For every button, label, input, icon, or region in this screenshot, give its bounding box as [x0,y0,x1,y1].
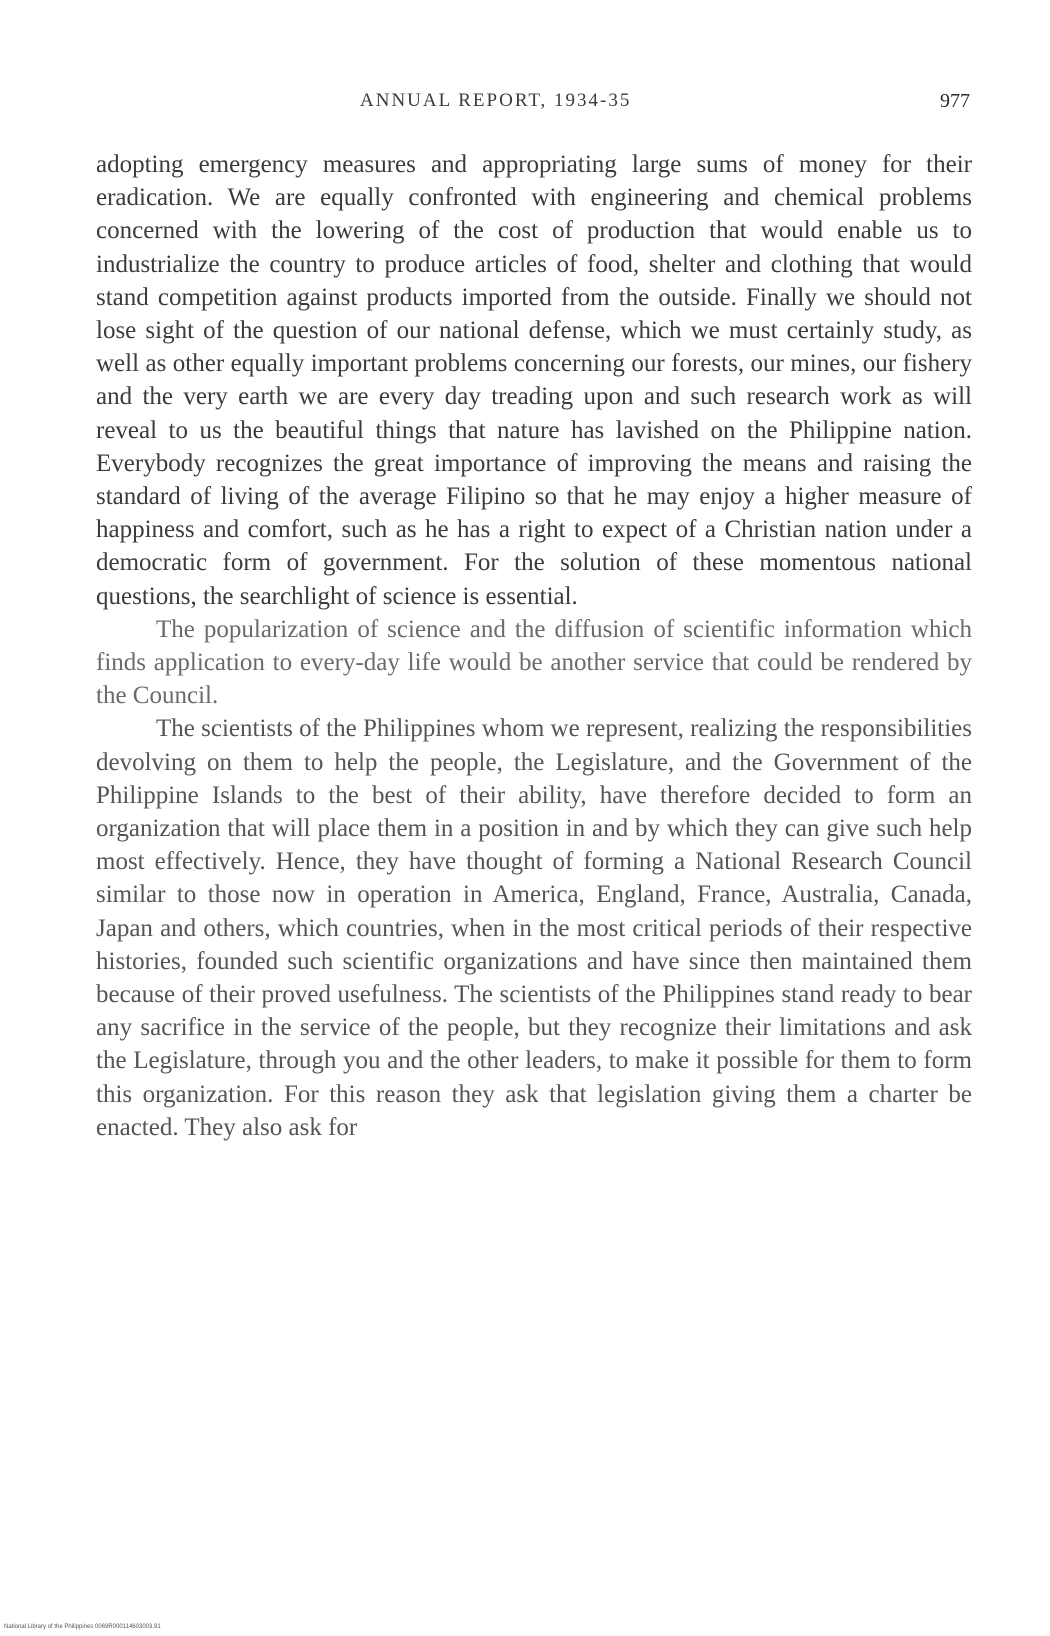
page-title: ANNUAL REPORT, 1934-35 [360,90,632,111]
paragraph-continuation: adopting emergency measures and appropriating large sums of money for their eradication. We are equally confronted with engineering and chemical problems concerned with the lowering of the cost of production that would enable us to industrialize the country to produce articles of food, shelter and clothing that would stand competition against products imported from the outside. Finally we should not lose sight of the question of our national defense, which we must certainly study, as well as other equally important problems concerning our forests, our mines, our fishery and the very earth we are every day treading upon and such research work as will reveal to us the beautiful things that nature has lavished on the Philippine nation. Everybody recognizes the great importance of improving the means and raising the standard of living of the average Filipino so that he may enjoy a higher measure of happiness and comfort, such as he has a right to expect of a Christian nation under a democratic form of government. For the solution of these momentous national questions, the searchlight of science is essential. [96,151,972,610]
running-head [90,90,970,120]
footer-note: National Library of the Philippines 0069R000114603003.91 [4,1624,161,1630]
body-text [96,148,972,1144]
paragraph-popularization: The popularization of science and the diffusion of scientific information which finds application to every-day life would be another service that could be rendered by the Council. [96,615,972,710]
page-number: 977 [940,90,970,112]
paragraph-scientists: The scientists of the Philippines whom we represent, realizing the responsibilities devolving on them to help the people, the Legislature, and the Government of the Philippine Islands to the best of their ability, have therefore decided to form an organization that will place them in a position in and by which they can give such help most effectively. Hence, they have thought of forming a National Research Council similar to those now in operation in America, England, France, Australia, Canada, Japan and others, which countries, when in the most critical periods of their respective histories, founded such scientific organizations and have since then maintained them because of their proved usefulness. The scientists of the Philippines stand ready to bear any sacrifice in the service of the people, but they recognize their limitations and ask the Legislature, through you and the other leaders, to make it possible for them to form this organization. For this reason they ask that legislation giving them a charter be enacted. They also ask for [96,715,972,1141]
